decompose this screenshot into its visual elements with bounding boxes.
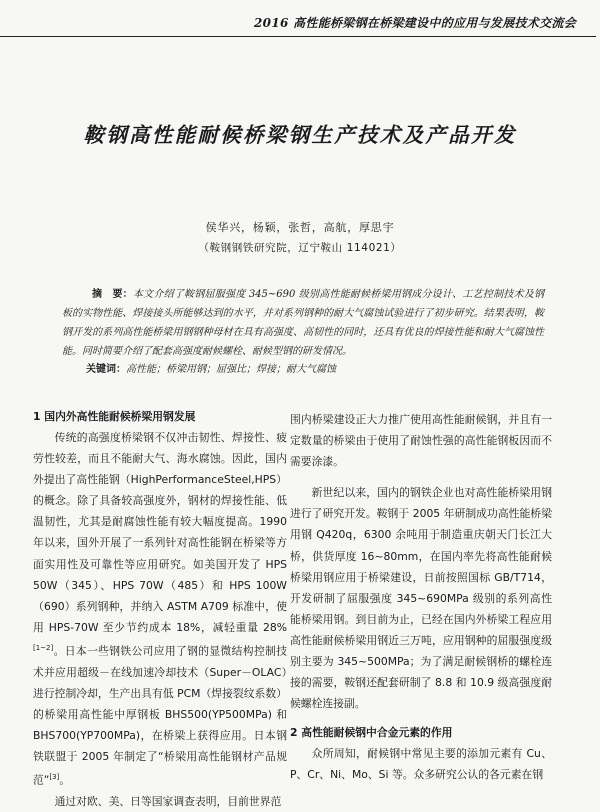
section1-right-para2: 新世纪以来，国内的钢铁企业也对高性能桥梁用钢进行了研究开发。鞍钢于 2005 年研制成功高性能桥梁用钢 Q420q，6300 余吨用于制造重庆朝天门长江大桥，供货厚度 16~80mm，在国内率先将高性能耐候桥梁用钢应用于桥梁建设，日前按照国标 GB/T714，开发研制了屈服强度 345~690MPa 级别的系列高性能桥梁用钢。到目前为止，已经在国内外桥梁工程应用高性能耐候桥梁用钢近三万吨，应用钢种的屈服强度级别主要为 345~500MPa；为了满足耐候钢桥的螺栓连接的需要，鞍钢还配套研制了 8.8 和 10.9 级高强度耐候螺栓连接副。 xyxy=(290,486,552,711)
abstract xyxy=(62,285,544,361)
left-column xyxy=(33,406,287,812)
section1-heading: 1 国内外高性能耐候桥梁用钢发展 xyxy=(33,410,196,423)
running-header xyxy=(0,10,596,37)
section1-para1-end: 。 xyxy=(59,773,71,787)
authors: 侯华兴，杨颖，张哲，高航，厚思宇 xyxy=(205,221,395,234)
section1-para2: 通过对欧、美、日等国家调查表明，目前世界范 xyxy=(54,794,282,808)
right-column xyxy=(290,409,552,786)
section1-para1-text: 传统的高强度桥梁钢不仅冲击韧性、焊接性、疲劳性较差，而且不能耐大气、海水腐蚀。因此，国内外提出了高性能钢（HighPerformanceSteel,HPS）的概念。除了具备较高强度外，钢材的焊接性能、低温韧性，尤其是耐腐蚀性能有较大幅度提高。1990 年以来，国外开展了一系列针对高性能钢在桥梁等方面实用性及可靠性等应用研究。如美国开发了 HPS 50W（345）、HPS 70W（485）和 HPS 100W（690）系列钢种，并纳入 ASTM A709 标准中，使用 HPS-70W 至少节约成本 18%，减轻重量 28% xyxy=(33,431,287,634)
keywords-label: 关键词： xyxy=(86,364,126,375)
abstract-text: 本文介绍了鞍钢屈服强度 345~690 级别高性能耐候桥梁用钢成分设计、工艺控制技术及钢板的实物性能、焊接接头所能够达到的水平，并对系列钢种的耐大气腐蚀试验进行了初步研究。结果表明，鞍钢开发的系列高性能桥梁用钢钢种母材在具有高强度、高韧性的同时，还具有优良的焊接性能和耐大气腐蚀性能。同时简要介绍了配套高强度耐候螺栓、耐候型钢的研发情况。 xyxy=(62,289,545,357)
section1-right-para1: 围内桥梁建设正大力推广使用高性能耐候钢，并且有一定数量的桥梁由于使用了耐蚀性强的高性能钢板因而不需要涂漆。 xyxy=(290,413,552,469)
section1-para1 xyxy=(33,427,287,791)
affiliation: （鞍钢钢铁研究院，辽宁鞍山 114021） xyxy=(198,242,402,254)
section1-para1-tail: 。日本一些钢铁公司应用了钢的显微结构控制技术并应用超级－在线加速冷却技术（Super－OLAC）进行控制冷却，生产出具有低 PCM（焊接裂纹系数）的桥梁用高性能中厚钢板 BHS500(YP500MPa) 和 BHS700(YP700MPa)，在桥梁上获得应用。日本钢铁联盟于 2005 年制定了“桥梁用高性能钢材产品规范” xyxy=(33,644,287,787)
section2-heading: 2 高性能耐候钢中合金元素的作用 xyxy=(290,726,453,740)
paper-title: 鞍钢高性能耐候桥梁钢生产技术及产品开发 xyxy=(83,123,517,147)
running-header-text: 2016 高性能桥梁钢在桥梁建设中的应用与发展技术交流会 xyxy=(254,16,576,30)
section2-para1: 众所周知，耐候钢中常见主要的添加元素有 Cu、P、Cr、Ni、Mo、Si 等。众多研究公认的各元素在钢 xyxy=(290,747,552,782)
citation-1-2: [1~2] xyxy=(33,643,54,652)
keywords-text: 高性能；桥梁用钢；屈强比；焊接；耐大气腐蚀 xyxy=(126,364,336,375)
abstract-label: 摘 要： xyxy=(92,289,133,300)
keywords xyxy=(86,360,336,375)
citation-3: [3] xyxy=(49,773,60,782)
